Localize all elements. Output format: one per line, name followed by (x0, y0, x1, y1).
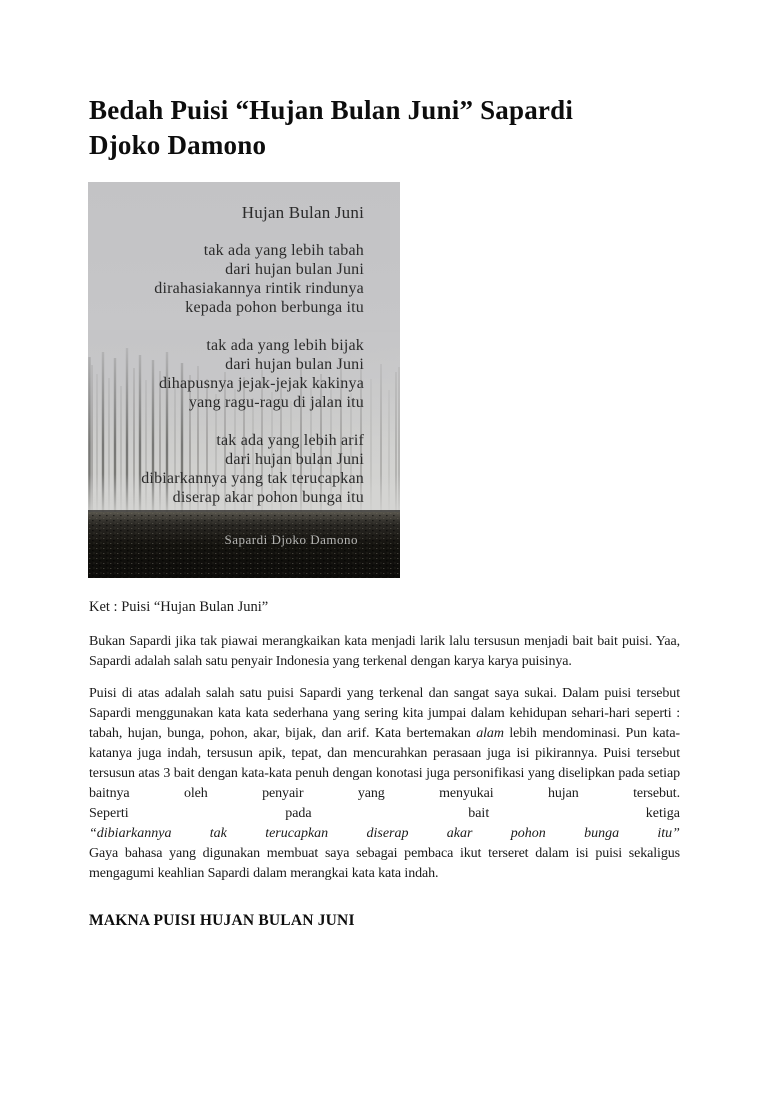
quote-word: terucapkan (265, 826, 329, 841)
quote-word: itu” (657, 826, 680, 841)
document-page (0, 93, 768, 1117)
quote-word: “dibiarkannya (89, 826, 172, 841)
poem-line: diserap akar pohon bunga itu (172, 489, 364, 506)
paragraph-2-text: lebih mendominasi. Pun kata-katanya juga indah, tersusun apik, tepat, dan mencurahkan perasaan juga isi pikirannya. Puisi tersebut tersusun atas 3 bait dengan kata-kata penuh dengan konotasi juga personifikasi yang diselipkan pada setiap baitnya oleh penyair yang menyukai hujan tersebut. (89, 726, 680, 801)
quote-word: tak (209, 826, 227, 841)
poem-line: dari hujan bulan Juni (225, 451, 364, 468)
paragraph-2-part-3: Gaya bahasa yang digunakan membuat saya sebagai pembaca ikut terseret dalam isi puisi sekaligus mengagumi keahlian Sapardi dalam merangkai kata kata indah. (89, 846, 680, 881)
justified-spread-line (89, 804, 680, 824)
spread-word: ketiga (645, 806, 680, 821)
poem-line: yang ragu-ragu di jalan itu (188, 394, 364, 411)
poem-text (88, 182, 400, 526)
poem-attribution: Sapardi Djoko Damono (224, 532, 358, 547)
title-line-1: Bedah Puisi “Hujan Bulan Juni” Sapardi (89, 95, 574, 125)
poem-line: kepada pohon berbunga itu (185, 299, 364, 316)
quote-word: pohon (510, 826, 546, 841)
spread-word: Seperti (89, 806, 129, 821)
poem-line: dirahasiakannya rintik rindunya (154, 280, 364, 297)
spread-word: pada (285, 806, 312, 821)
paragraph-2 (89, 684, 680, 884)
poem-title: Hujan Bulan Juni (241, 203, 364, 222)
spread-word: bait (468, 806, 490, 821)
poem-line: dihapusnya jejak-jejak kakinya (158, 375, 364, 392)
paragraph-1: Bukan Sapardi jika tak piawai merangkaikan kata menjadi larik lalu tersusun menjadi bait bait puisi. Yaa, Sapardi adalah salah satu penyair Indonesia yang terkenal dengan karya karya puisinya. (89, 634, 680, 669)
page-title (89, 93, 680, 163)
poem-line: dari hujan bulan Juni (225, 261, 364, 278)
section-heading: MAKNA PUISI HUJAN BULAN JUNI (89, 912, 355, 929)
quote-word: akar (446, 826, 473, 841)
title-line-2: Djoko Damono (89, 130, 267, 160)
poem-quote-line (89, 824, 680, 844)
poem-line: dibiarkannya yang tak terucapkan (141, 470, 364, 487)
poem-line: tak ada yang lebih bijak (206, 337, 364, 354)
poem-stanza-3 (96, 431, 364, 507)
poem-stanza-2 (96, 336, 364, 412)
paragraph-2-text: Puisi di atas adalah salah satu puisi Sapardi yang terkenal dan sangat saya sukai. Dalam puisi tersebut Sapardi menggunakan kata kata sederhana yang sering kita jumpai dalam kehidupan sehari-hari seperti : tabah, hujan, bunga, pohon, akar, bijak, dan arif. Kata bertemakan (89, 686, 680, 741)
quote-word: bunga (584, 826, 620, 841)
paragraph-2-part-1 (89, 684, 680, 804)
poem-line: tak ada yang lebih tabah (203, 242, 364, 259)
poem-line: dari hujan bulan Juni (225, 356, 364, 373)
poem-stanza-1 (96, 241, 364, 317)
image-caption: Ket : Puisi “Hujan Bulan Juni” (89, 599, 269, 615)
poem-line: tak ada yang lebih arif (216, 432, 364, 449)
quote-word: diserap (366, 826, 409, 841)
italic-word-alam: alam (476, 726, 504, 741)
poem-photo (88, 182, 400, 578)
